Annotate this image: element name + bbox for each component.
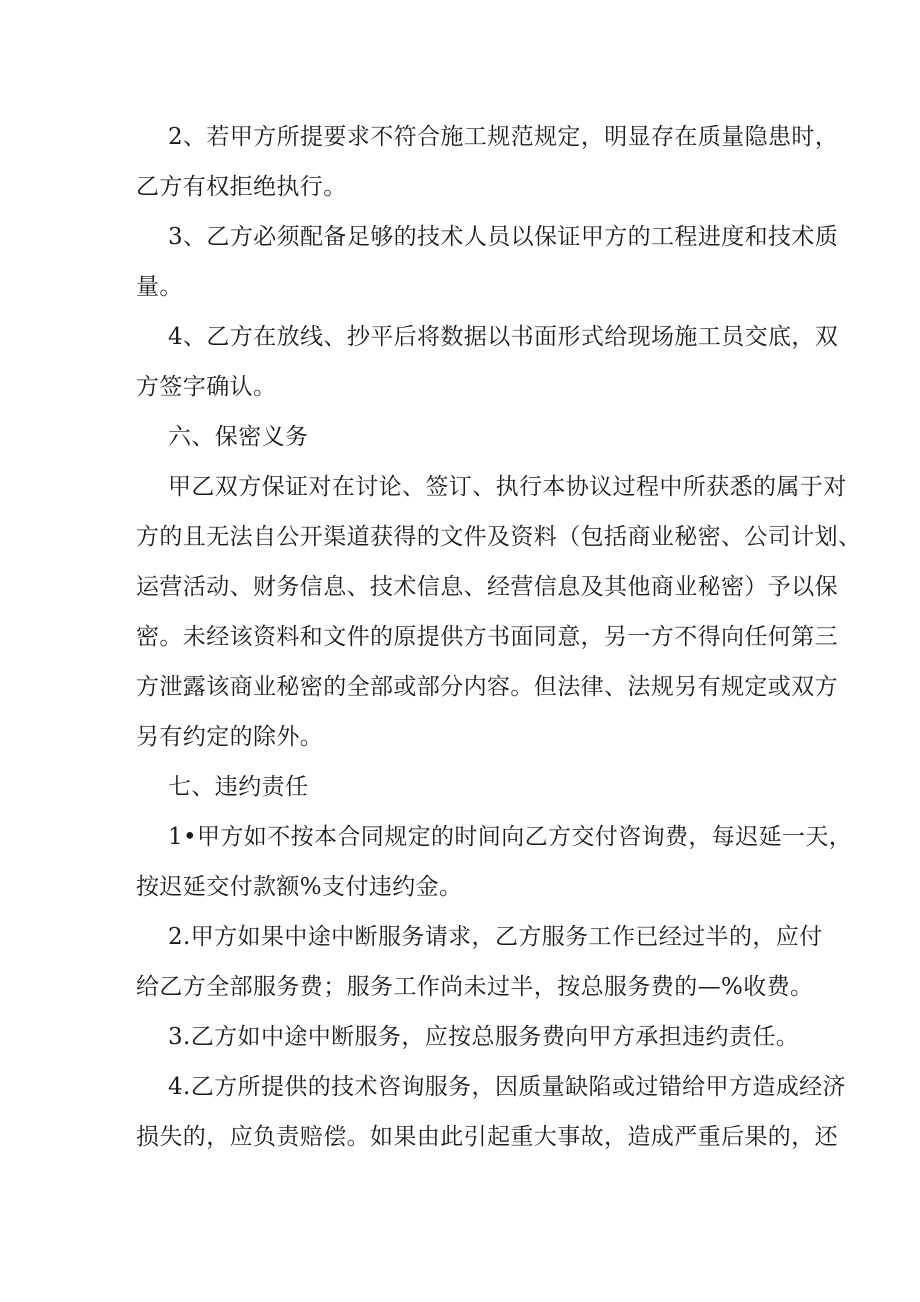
text-line: 4.乙方所提供的技术咨询服务，因质量缺陷或过错给甲方造成经济	[168, 1074, 846, 1100]
section-heading: 七、违约责任	[168, 774, 309, 800]
text-line: 2.甲方如果中途中断服务请求，乙方服务工作已经过半的，应付	[168, 924, 823, 950]
section-heading: 六、保密义务	[168, 424, 309, 450]
text-line: 损失的，应负责赔偿。如果由此引起重大事故，造成严重后果的，还	[136, 1124, 838, 1150]
text-line: 方的且无法自公开渠道获得的文件及资料（包括商业秘密、公司计划、	[136, 524, 862, 550]
text-line: 1•甲方如不按本合同规定的时间向乙方交付咨询费，每迟延一天，	[168, 824, 853, 850]
text-line: 甲乙双方保证对在讨论、签订、执行本协议过程中所获悉的属于对	[168, 474, 847, 500]
text-line: 4、乙方在放线、抄平后将数据以书面形式给现场施工员交底，双	[168, 324, 839, 350]
text-line: 密。未经该资料和文件的原提供方书面同意，另一方不得向任何第三	[136, 624, 838, 650]
text-line: 方签字确认。	[136, 374, 277, 400]
text-line: 运营活动、财务信息、技术信息、经营信息及其他商业秘密）予以保	[136, 574, 838, 600]
text-line: 量。	[136, 274, 183, 300]
text-line: 方泄露该商业秘密的全部或部分内容。但法律、法规另有规定或双方	[136, 674, 838, 700]
text-line: 给乙方全部服务费；服务工作尚未过半，按总服务费的—%收费。	[136, 974, 814, 1000]
text-line: 3、乙方必须配备足够的技术人员以保证甲方的工程进度和技术质	[168, 224, 839, 250]
text-line: 3.乙方如中途中断服务，应按总服务费向甲方承担违约责任。	[168, 1024, 800, 1050]
text-line: 按迟延交付款额%支付违约金。	[136, 874, 463, 900]
text-line: 2、若甲方所提要求不符合施工规范规定，明显存在质量隐患时，	[168, 124, 839, 150]
text-line: 另有约定的除外。	[136, 724, 324, 750]
text-line: 乙方有权拒绝执行。	[136, 174, 347, 200]
